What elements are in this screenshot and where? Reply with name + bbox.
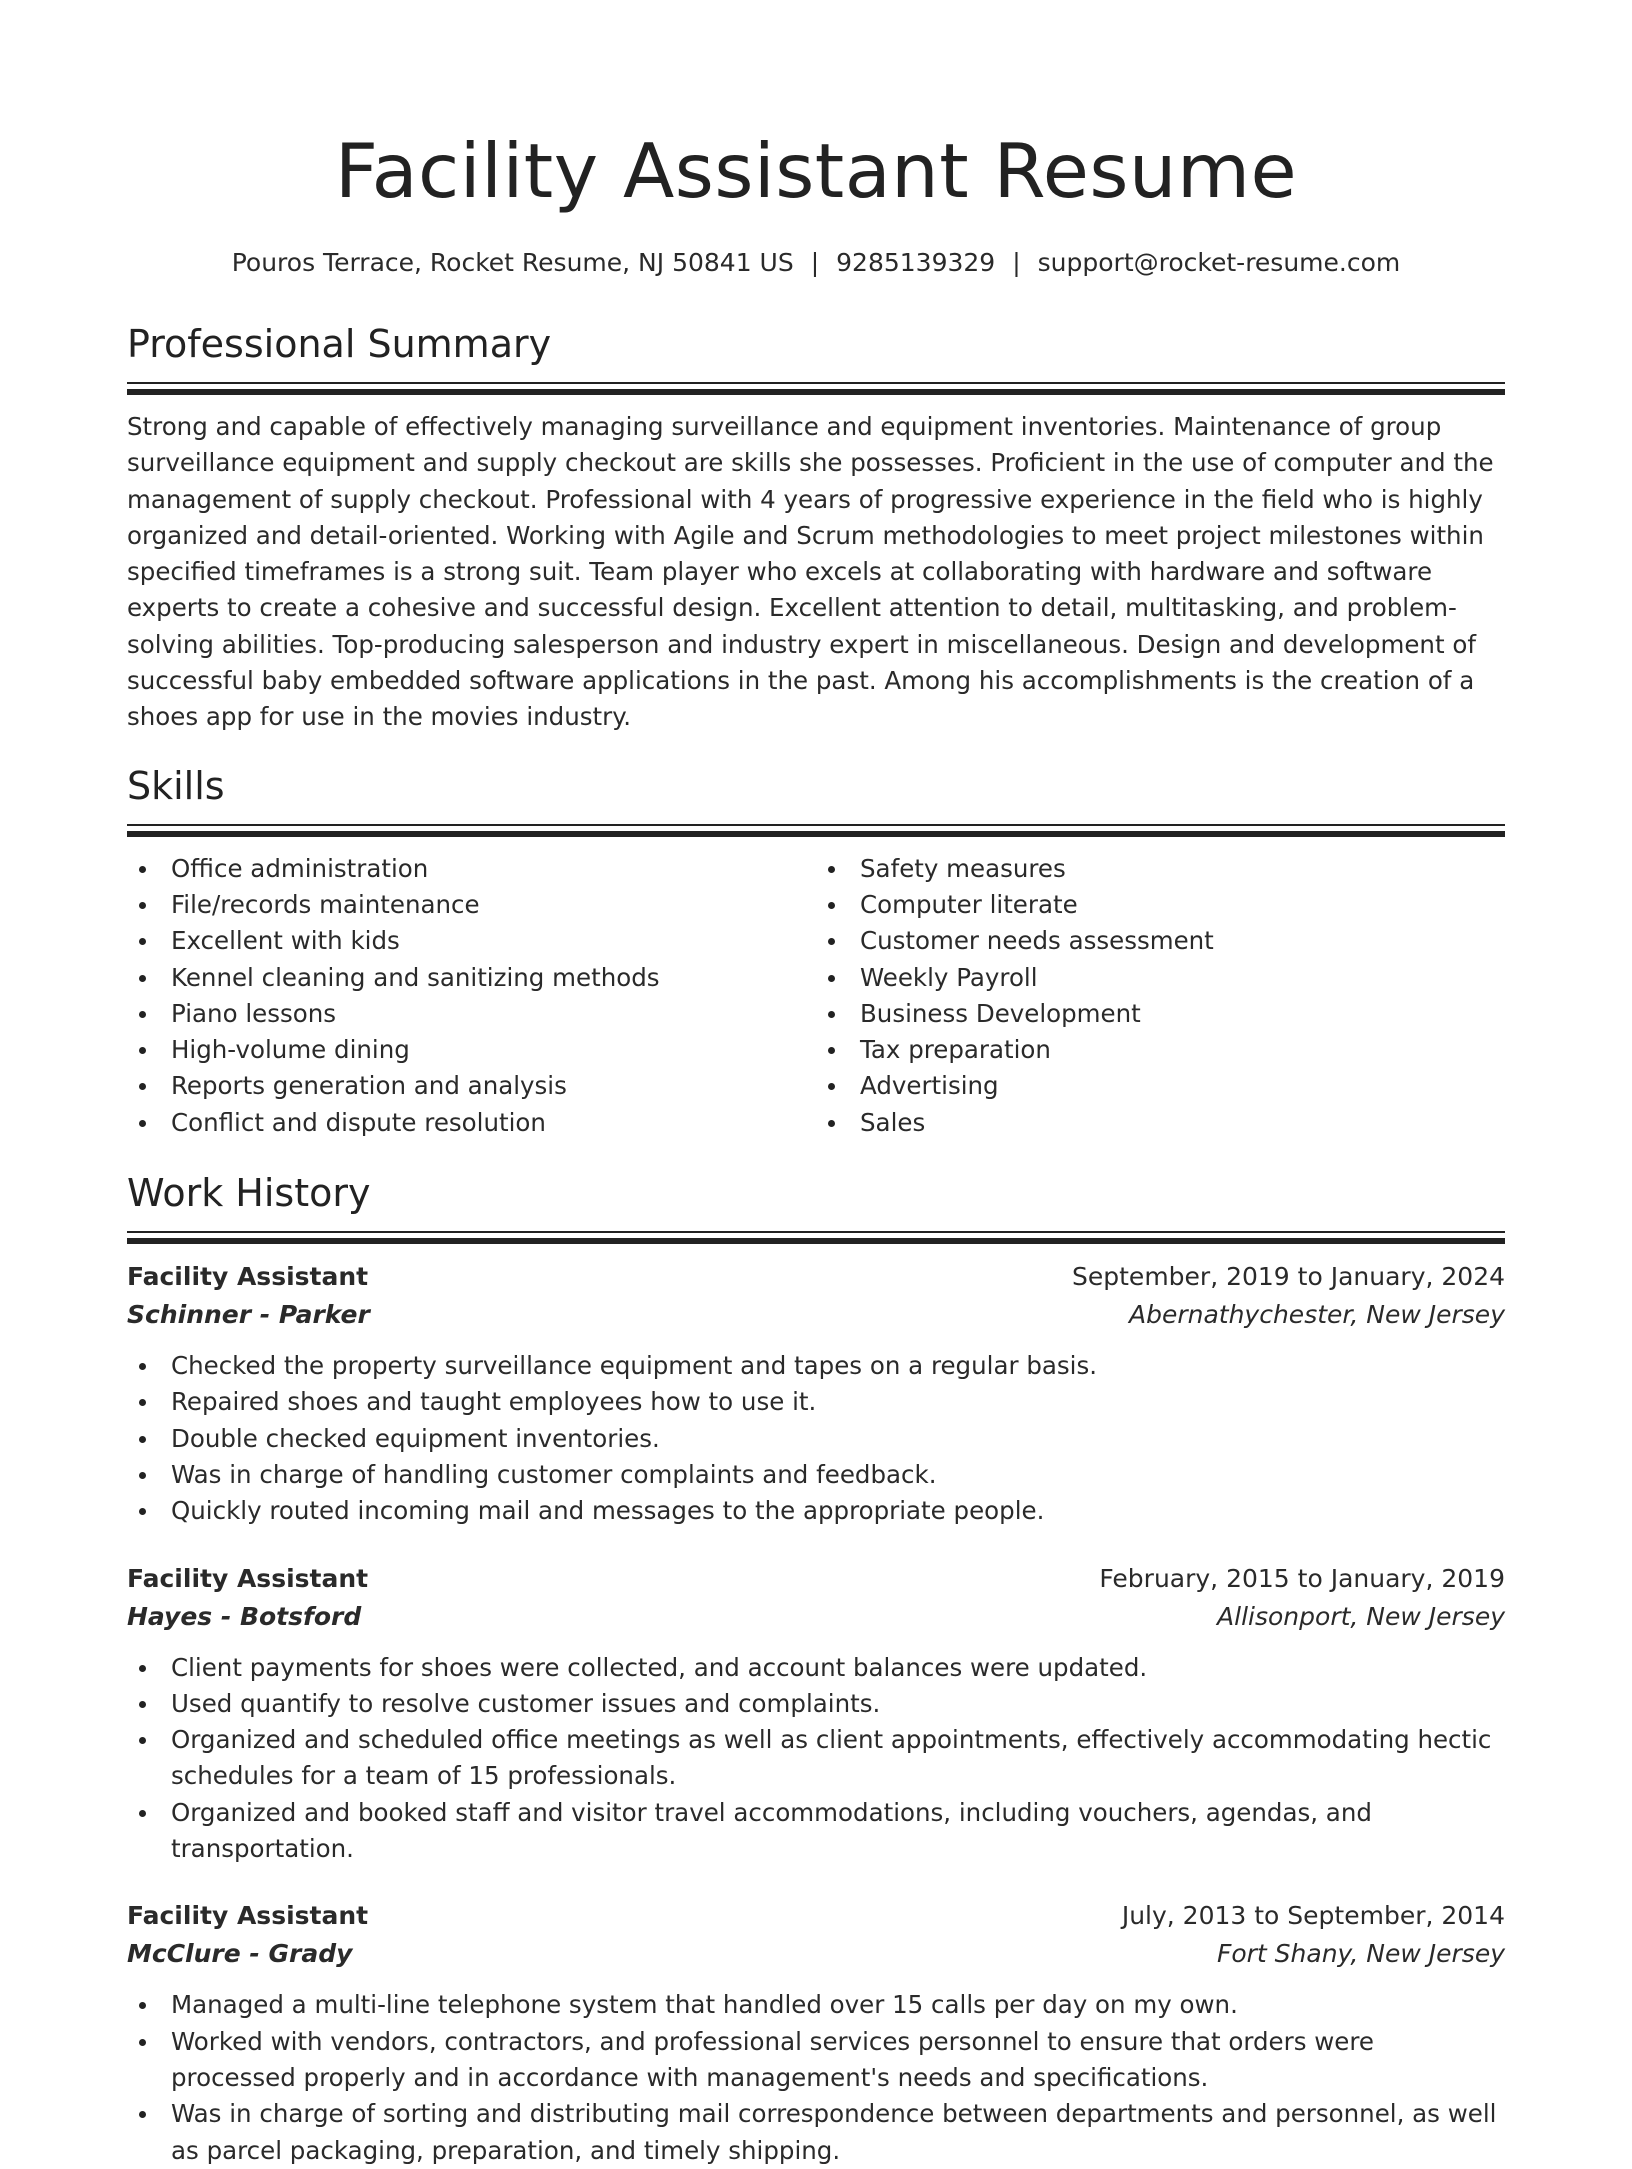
- skill-item: Excellent with kids: [127, 923, 816, 959]
- job-company: Schinner - Parker: [127, 1300, 370, 1330]
- skill-item: Kennel cleaning and sanitizing methods: [127, 960, 816, 996]
- job-location: Allisonport, New Jersey: [1217, 1601, 1505, 1631]
- job-entry: [127, 1560, 1505, 1868]
- summary-section: [127, 318, 1505, 736]
- contact-address: Pouros Terrace, Rocket Resume, NJ 50841 US: [231, 248, 794, 277]
- job-bullets: [127, 1987, 1505, 2168]
- skills-heading: Skills: [127, 763, 225, 808]
- skill-item: Reports generation and analysis: [127, 1068, 816, 1104]
- resume-title: Facility Assistant Resume: [334, 127, 1298, 215]
- job-title: Facility Assistant: [127, 1901, 369, 1931]
- contact-phone: 9285139329: [836, 248, 996, 277]
- job-bullets: [127, 1348, 1505, 1529]
- skills-right-list: [816, 851, 1505, 1141]
- contact-email: support@rocket-resume.com: [1037, 248, 1401, 277]
- contact-separator: |: [810, 248, 820, 277]
- skill-item: Customer needs assessment: [816, 923, 1505, 959]
- job-dates: September, 2019 to January, 2024: [1072, 1262, 1505, 1292]
- job-bullet: Used quantify to resolve customer issues and complaints.: [127, 1686, 1505, 1722]
- skill-item: Piano lessons: [127, 996, 816, 1032]
- skill-item: Computer literate: [816, 887, 1505, 923]
- job-bullet: Worked with vendors, contractors, and professional services personnel to ensure that orders were processed properly and in accordance with management's needs and specifications.: [127, 2024, 1505, 2097]
- section-divider: [127, 1231, 1505, 1244]
- job-dates: February, 2015 to January, 2019: [1099, 1563, 1505, 1593]
- section-divider: [127, 824, 1505, 837]
- job-bullet: Organized and booked staff and visitor travel accommodations, including vouchers, agendas, and transportation.: [127, 1795, 1505, 1868]
- job-title: Facility Assistant: [127, 1563, 369, 1593]
- job-title: Facility Assistant: [127, 1262, 369, 1292]
- job-bullets: [127, 1650, 1505, 1868]
- job-entry: [127, 1897, 1505, 2168]
- skills-columns: [127, 851, 1505, 1141]
- skill-item: Sales: [816, 1105, 1505, 1141]
- section-divider: [127, 382, 1505, 395]
- work-history-section: [127, 1167, 1505, 2169]
- skill-item: Conflict and dispute resolution: [127, 1105, 816, 1141]
- job-bullet: Repaired shoes and taught employees how to use it.: [127, 1384, 1505, 1420]
- skill-item: Tax preparation: [816, 1032, 1505, 1068]
- contact-line: [127, 246, 1505, 280]
- skill-item: Advertising: [816, 1068, 1505, 1104]
- job-dates: July, 2013 to September, 2014: [1121, 1901, 1505, 1931]
- job-company: Hayes - Botsford: [127, 1601, 362, 1631]
- skill-item: High-volume dining: [127, 1032, 816, 1068]
- job-location: Fort Shany, New Jersey: [1216, 1939, 1505, 1969]
- summary-heading: Professional Summary: [127, 322, 552, 366]
- work-history-heading: Work History: [127, 1171, 371, 1216]
- job-bullet: Double checked equipment inventories.: [127, 1421, 1505, 1457]
- skills-left-list: [127, 851, 816, 1141]
- skill-item: Weekly Payroll: [816, 960, 1505, 996]
- job-bullet: Quickly routed incoming mail and messages to the appropriate people.: [127, 1493, 1505, 1529]
- job-bullet: Was in charge of handling customer complaints and feedback.: [127, 1457, 1505, 1493]
- summary-text: Strong and capable of effectively managing surveillance and equipment inventories. Maintenance of group surveillance equipment and supply checkout are skills she possesses. Proficient in the use of computer and the management of supply checkout. Professional with 4 years of progressive experience in the field who is highly organized and detail-oriented. Working with Agile and Scrum methodologies to meet project milestones within specified timeframes is a strong suit. Team player who excels at collaborating with hardware and software experts to create a cohesive and successful design. Excellent attention to detail, multitasking, and problem-solving abilities. Top-producing salesperson and industry expert in miscellaneous. Design and development of successful baby embedded software applications in the past. Among his accomplishments is the creation of a shoes app for use in the movies industry.: [127, 412, 1494, 732]
- job-company: McClure - Grady: [127, 1939, 353, 1969]
- job-entry: [127, 1258, 1505, 1529]
- skill-item: File/records maintenance: [127, 887, 816, 923]
- skill-item: Safety measures: [816, 851, 1505, 887]
- skills-section: [127, 760, 1505, 1141]
- job-location: Abernathychester, New Jersey: [1128, 1300, 1505, 1330]
- job-bullet: Checked the property surveillance equipment and tapes on a regular basis.: [127, 1348, 1505, 1384]
- job-bullet: Managed a multi-line telephone system that handled over 15 calls per day on my own.: [127, 1987, 1505, 2023]
- skill-item: Business Development: [816, 996, 1505, 1032]
- job-bullet: Client payments for shoes were collected, and account balances were updated.: [127, 1650, 1505, 1686]
- skill-item: Office administration: [127, 851, 816, 887]
- job-bullet: Organized and scheduled office meetings as well as client appointments, effectively accommodating hectic schedules for a team of 15 professionals.: [127, 1722, 1505, 1795]
- job-bullet: Was in charge of sorting and distributing mail correspondence between departments and personnel, as well as parcel packaging, preparation, and timely shipping.: [127, 2096, 1505, 2169]
- contact-separator: |: [1012, 248, 1021, 277]
